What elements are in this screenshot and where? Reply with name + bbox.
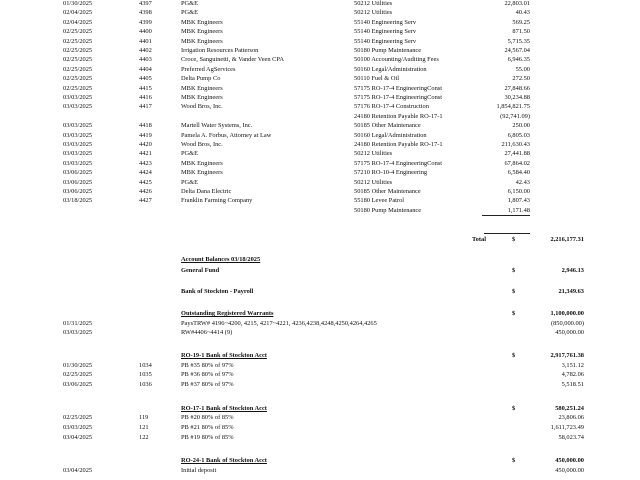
line-desc: RW#4406~4414 (9) [181,329,233,336]
tx-date: 02/25/2025 [63,75,93,83]
line-amount: 23,806.06 [558,414,584,421]
line-amount: 1,611,723.49 [550,424,584,431]
tx-payee: Irrigation Resources Patterson [181,47,259,54]
tx-number: 4418 [139,122,152,130]
tx-number: 4415 [139,84,152,92]
tx-amount: (92,741.09) [500,112,530,120]
tx-amount: 6,584.40 [507,169,530,177]
tx-amount: 5,715.35 [507,37,530,45]
general-fund-label: General Fund [181,267,220,274]
transaction-row [0,0,640,8]
tx-amount: 6,805.03 [507,131,530,139]
tx-amount: 211,630.43 [501,141,530,148]
transaction-row [0,47,640,55]
transaction-row [0,103,640,111]
tx-date: 02/25/2025 [63,84,93,92]
tx-payee: PG&E [181,178,199,186]
tx-account: 50110 Fuel & Oil [354,75,400,83]
ro19-row [0,352,640,360]
transaction-row [0,141,640,149]
line-amount: (850,000.00) [550,320,584,327]
tx-amount: 1,171.48 [507,206,530,214]
tx-date: 03/03/2025 [63,94,93,101]
tx-number: 4400 [139,28,152,36]
tx-account: 55180 Levee Patrol [354,197,405,205]
line-date: 01/30/2025 [63,362,93,369]
tx-date: 03/03/2025 [63,159,93,167]
tx-payee: Delta Pump Co [181,75,221,83]
ro24-label: RO-24-1 Bank of Stockton Acct [181,457,267,464]
outstanding-amount: 1,100,000.00 [550,310,584,317]
tx-account: 50160 Legal/Administration [354,65,427,73]
tx-amount: 6,946.35 [507,56,530,64]
general-fund-row [0,267,640,275]
tx-date: 02/25/2025 [63,56,93,64]
line-date: 03/03/2025 [63,329,93,336]
transaction-row [0,169,640,177]
tx-amount: 272.50 [512,75,530,83]
tx-account: 57175 RO-17-4 EngineeringConst [354,94,443,101]
outstanding-row [0,310,640,318]
general-fund-amount: 2,946.13 [561,267,584,274]
ro19-line [0,362,640,370]
line-num: 122 [139,434,149,441]
transaction-row [0,19,640,27]
tx-account: 57175 RO-17-4 EngineeringConst [354,159,443,167]
ro17-line [0,414,640,422]
tx-account: 50180 Pump Maintenance [354,47,422,54]
tx-number: 4417 [139,103,152,111]
tx-account: 55140 Engineering Serv [354,28,417,36]
tx-number: 4427 [139,197,152,205]
payroll-row [0,288,640,296]
line-desc: PB #21 80% of 85% [181,424,234,431]
tx-payee: Preferred AgServices [181,65,236,73]
tx-payee: MBK Engineers [181,84,223,92]
tx-account: 55140 Engineering Serv [354,37,417,45]
tx-payee: PG&E [181,150,199,158]
line-date: 03/04/2025 [63,467,93,474]
tx-number: 4403 [139,56,152,64]
tx-amount: 871.50 [512,28,530,36]
tx-date: 03/18/2025 [63,197,93,205]
transaction-row [0,160,640,168]
tx-account: 57210 RO-10-4 Engineering [354,169,428,177]
tx-amount: 67,864.02 [504,159,530,167]
transaction-row [0,122,640,130]
ro19-label: RO-19-1 Bank of Stockton Acct [181,352,267,359]
tx-number: 4421 [139,150,152,158]
line-amount: 5,518.51 [561,381,584,388]
tx-number: 4425 [139,178,152,186]
tx-account: 24180 Retention Payable RO-17-1 [354,141,443,148]
tx-amount: 569.25 [512,18,530,26]
tx-number: 4397 [139,0,152,7]
tx-date: 02/25/2025 [63,37,93,45]
line-desc: PB #19 80% of 85% [181,434,234,441]
tx-account: 50212 Utilities [354,0,393,7]
ro17-label: RO-17-1 Bank of Stockton Acct [181,405,267,412]
tx-account: 50212 Utilities [354,178,393,186]
tx-number: 4405 [139,75,152,83]
line-desc: PB #37 80% of 97% [181,381,234,388]
transaction-row [0,94,640,102]
payroll-dollar: $ [512,288,516,295]
tx-amount: 27,441.88 [504,150,530,158]
total-rule [484,233,530,234]
outstanding-line [0,320,640,328]
ro24-row [0,457,640,465]
ro24-dollar: $ [512,457,516,464]
line-date: 02/25/2025 [63,371,93,378]
tx-number: 4399 [139,18,152,26]
transaction-row [0,150,640,158]
tx-amount: 40.43 [515,9,530,17]
tx-date: 02/25/2025 [63,28,93,36]
subtotal-rule [482,215,530,216]
total-row [0,236,640,244]
ro17-amount: 580,251.24 [555,405,584,412]
line-amount: 450,000.00 [555,467,584,474]
line-num: 1035 [139,371,152,378]
transaction-row [0,38,640,46]
tx-date: 03/06/2025 [63,178,93,186]
tx-date: 03/06/2025 [63,188,93,195]
tx-account: 50100 Accounting/Auditing Fees [354,56,439,64]
tx-account: 57176 RO-17-4 Construction [354,103,429,111]
outstanding-line [0,329,640,337]
ro17-dollar: $ [512,405,516,412]
tx-payee: MBK Engineers [181,37,223,45]
line-num: 121 [139,424,149,431]
total-amount: 2,216,177.31 [550,236,584,243]
tx-date: 03/03/2025 [63,141,93,148]
ro19-amount: 2,917,761.38 [550,352,584,359]
tx-payee: MBK Engineers [181,94,223,101]
line-date: 01/31/2025 [63,320,93,327]
line-date: 03/04/2025 [63,434,93,441]
payroll-label: Bank of Stockton - Payroll [181,288,254,295]
tx-payee: MBK Engineers [181,28,223,36]
tx-payee: MBK Engineers [181,18,223,26]
tx-number: 4423 [139,159,152,167]
line-amount: 58,023.74 [558,434,584,441]
total-label: Total [472,236,486,243]
tx-amount: 27,848.66 [504,84,530,92]
line-date: 03/06/2025 [63,381,93,388]
ro24-line [0,467,640,475]
ro17-line [0,424,640,432]
line-amount: 3,151.12 [561,362,584,369]
line-num: 1034 [139,362,152,369]
tx-payee: Delta Dana Electric [181,188,232,195]
tx-number: 4420 [139,141,152,148]
tx-payee: Wood Bros, Inc. [181,141,223,148]
transaction-row [0,207,640,215]
tx-number: 4419 [139,131,152,139]
tx-number: 4424 [139,169,152,177]
balances-heading-row [0,256,640,264]
tx-date: 02/04/2025 [63,9,93,17]
ro19-dollar: $ [512,352,516,359]
tx-payee: Franklin Farming Company [181,197,253,205]
tx-number: 4401 [139,37,152,45]
line-desc: PaysTRW# 4196~4200, 4215, 4217~4221, 4236,4238,4248,4250,4264,4265 [181,320,377,327]
transaction-row [0,197,640,205]
transaction-row [0,132,640,140]
tx-amount: 250.00 [512,122,530,130]
ro19-line [0,371,640,379]
tx-date: 03/06/2025 [63,169,93,177]
tx-date: 01/30/2025 [63,0,93,7]
tx-number: 4426 [139,188,152,195]
tx-payee: PG&E [181,0,199,7]
line-desc: PB #20 80% of 85% [181,414,234,421]
ro17-line [0,434,640,442]
ro19-line [0,381,640,389]
tx-amount: 24,567.04 [504,47,530,54]
tx-amount: 6,150.00 [507,188,530,195]
tx-payee: MBK Engineers [181,159,223,167]
tx-amount: 55.00 [515,65,530,73]
ro17-row [0,405,640,413]
tx-amount: 1,807.43 [507,197,530,205]
line-amount: 450,000.00 [555,329,584,336]
transaction-row [0,28,640,36]
tx-amount: 42.43 [515,178,530,186]
tx-payee: PG&E [181,9,199,17]
tx-date: 03/03/2025 [63,150,93,158]
tx-date: 02/25/2025 [63,65,93,73]
tx-account: 24180 Retention Payable RO-17-1 [354,112,443,120]
ro24-amount: 450,000.00 [555,457,584,464]
tx-number: 4402 [139,47,152,54]
tx-number: 4416 [139,94,152,101]
line-date: 02/25/2025 [63,414,93,421]
line-desc: PB #36 80% of 97% [181,371,234,378]
general-fund-dollar: $ [512,267,516,274]
transaction-row [0,75,640,83]
tx-account: 50185 Other Maintenance [354,122,421,130]
tx-payee: Martell Water Systems, Inc. [181,122,253,130]
tx-account: 57175 RO-17-4 EngineeringConst [354,84,443,92]
line-num: 1036 [139,381,152,388]
line-num: 119 [139,414,149,421]
tx-amount: 30,234.88 [504,94,530,101]
tx-amount: 22,803.01 [504,0,530,7]
line-desc: Initial deposit [181,467,217,474]
tx-date: 03/03/2025 [63,122,93,130]
tx-account: 55140 Engineering Serv [354,18,417,26]
transaction-row [0,56,640,64]
tx-payee: Pamela A. Forbus, Attorney at Law [181,131,272,139]
tx-account: 50212 Utilities [354,150,393,158]
outstanding-dollar: $ [512,310,516,317]
tx-payee: Croce, Sanguinetti, & Vander Veen CPA [181,56,285,64]
payroll-amount: 21,349.63 [558,288,584,295]
outstanding-label: Outstanding Registered Warrants [181,310,274,317]
transaction-row [0,66,640,74]
transaction-row [0,179,640,187]
balances-heading: Account Balances 03/18/2025 [181,256,261,263]
total-dollar: $ [512,236,516,243]
tx-account: 50160 Legal/Administration [354,131,427,139]
transaction-row [0,113,640,121]
tx-payee: MBK Engineers [181,169,223,177]
tx-account: 50212 Utilities [354,9,393,17]
transaction-row [0,9,640,17]
tx-number: 4398 [139,9,152,17]
tx-account: 50185 Other Maintenance [354,188,421,195]
transaction-row [0,85,640,93]
transaction-row [0,188,640,196]
tx-amount: 1,854,821.75 [496,103,530,111]
line-desc: PB #35 80% of 97% [181,362,234,369]
tx-date: 02/04/2025 [63,18,93,26]
tx-date: 03/03/2025 [63,103,93,111]
tx-date: 02/25/2025 [63,47,93,54]
tx-account: 50180 Pump Maintenance [354,206,422,214]
tx-date: 03/03/2025 [63,131,93,139]
line-date: 03/03/2025 [63,424,93,431]
line-amount: 4,782.06 [561,371,584,378]
tx-payee: Wood Bros, Inc. [181,103,223,111]
tx-number: 4404 [139,65,152,73]
